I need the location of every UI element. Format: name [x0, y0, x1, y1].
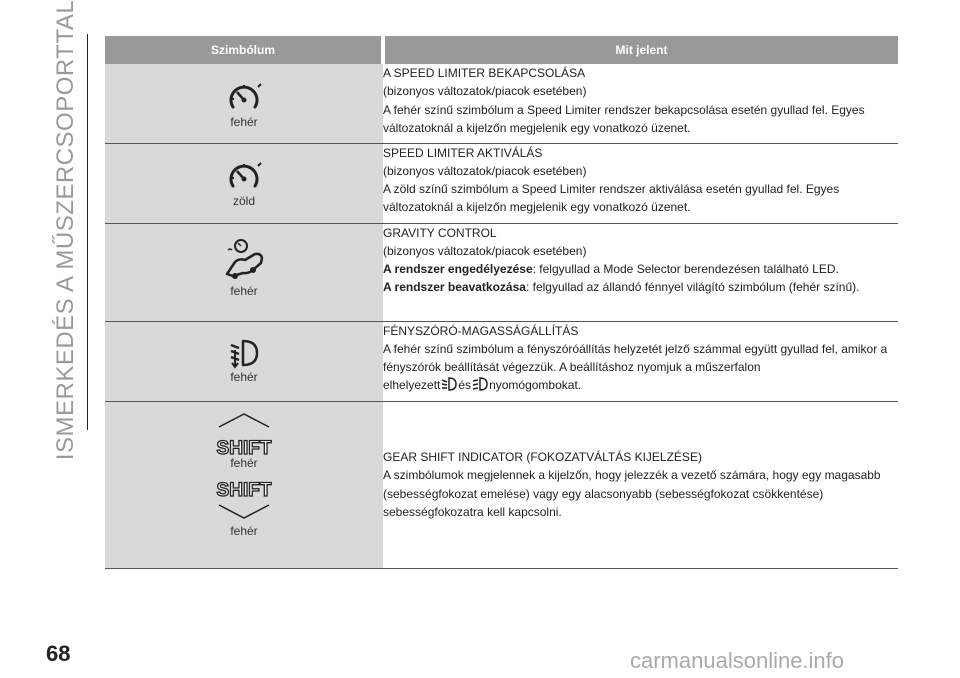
side-section-title: ISMERKEDÉS A MŰSZERCSOPORTTAL [52, 0, 79, 461]
row-text: A fehér színű szimbólum a Speed Limiter rendszer bekapcsolása esetén gyullad fel. Egyes változatoknál a kijelzőn megjelenik egy vonatkozó üzenet. [383, 102, 865, 135]
row-note: (bizonyos változatok/piacok esetében) [383, 163, 587, 178]
row-text-part: elhelyezett [383, 378, 441, 393]
row-text: A szimbólumok megjelennek a kijelzőn, hogy jelezzék a vezető számára, hogy egy magasabb (sebességfokozat emelése) vagy egy alacsonyabb (sebességfokozat csökkentése) sebességfokozatra kell kapcsolni. [383, 468, 881, 519]
table-header-row [105, 36, 898, 64]
symbol-cell [105, 321, 383, 401]
description-cell [383, 143, 898, 223]
symbol-caption: fehér [230, 115, 258, 129]
header-symbol: Szimbólum [105, 36, 383, 64]
speedometer-limiter-icon [225, 79, 263, 115]
shift-label: SHIFT [216, 437, 272, 456]
description-cell [383, 321, 898, 401]
symbol-caption: fehér [230, 369, 258, 384]
symbol-cell [105, 401, 383, 568]
description-cell [383, 223, 898, 321]
symbol-cell [105, 143, 383, 223]
table-row [105, 64, 898, 143]
row-title: SPEED LIMITER AKTIVÁLÁS [383, 145, 543, 160]
symbol-caption: fehér [230, 523, 258, 538]
symbol-caption: zöld [232, 193, 255, 208]
bold-term: A rendszer beavatkozása [383, 280, 526, 295]
row-title: FÉNYSZÓRÓ-MAGASSÁGÁLLÍTÁS [383, 323, 579, 338]
watermark: carmanualsonline.info [630, 648, 845, 673]
bold-term: A rendszer engedélyezése [383, 262, 533, 277]
description-cell [383, 64, 898, 143]
table-row [105, 401, 898, 568]
row-text-part: és [458, 378, 472, 393]
table-row [105, 321, 898, 401]
row-text [383, 260, 898, 278]
shift-down-icon [209, 476, 279, 520]
shift-up-icon [209, 412, 279, 456]
row-title: GEAR SHIFT INDICATOR (FOKOZATVÁLTÁS KIJELZÉSE) [383, 449, 702, 464]
row-title: GRAVITY CONTROL [383, 225, 497, 240]
header-meaning: Mit jelent [383, 36, 898, 64]
speedometer-limiter-icon [225, 158, 263, 194]
symbol-cell [105, 223, 383, 321]
page-number: 68 [46, 641, 71, 666]
symbol-table [105, 36, 898, 569]
gravity-control-icon [221, 236, 267, 284]
row-text: A fehér színű szimbólum a fényszóróállítás helyzetét jelző számmal együtt gyullad fel, amikor a fényszórók beállítását végezzük. A beállításhoz nyomjuk a műszerfalon [383, 341, 888, 375]
table-row [105, 143, 898, 223]
row-title: A SPEED LIMITER BEKAPCSOLÁSA [383, 66, 586, 80]
symbol-caption: fehér [230, 455, 258, 470]
side-divider [87, 34, 88, 430]
symbol-cell [105, 64, 383, 143]
headlight-leveling-icon [227, 336, 261, 370]
row-note: (bizonyos változatok/piacok esetében) [383, 243, 587, 258]
row-text-part: : felgyullad az állandó fénnyel világító szimbólum (fehér színű). [525, 280, 860, 295]
row-text-part: : felgyullad a Mode Selector berendezésen található LED. [532, 262, 839, 277]
row-text [383, 376, 898, 394]
description-cell [383, 401, 898, 568]
symbol-caption: fehér [230, 283, 258, 298]
table-row [105, 223, 898, 321]
headlight-up-button-icon [441, 376, 457, 392]
row-text [383, 278, 898, 296]
headlight-down-button-icon [472, 376, 488, 392]
row-text-part: nyomógombokat. [489, 378, 582, 393]
row-note: (bizonyos változatok/piacok esetében) [383, 84, 587, 99]
shift-label: SHIFT [216, 479, 272, 501]
row-text: A zöld színű szimbólum a Speed Limiter rendszer aktiválása esetén gyullad fel. Egyes változatoknál a kijelzőn megjelenik egy vonatkozó üzenet. [383, 182, 840, 215]
